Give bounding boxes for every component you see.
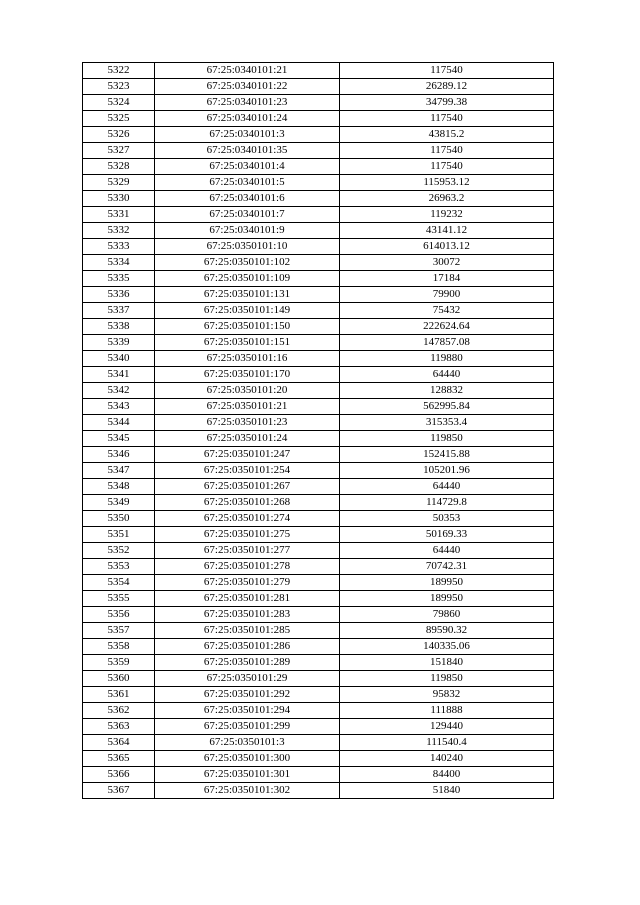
table-row bbox=[83, 351, 554, 367]
cadastral-number-cell: 67:25:0350101:302 bbox=[155, 783, 340, 799]
row-number-cell: 5325 bbox=[83, 111, 155, 127]
table-row bbox=[83, 383, 554, 399]
value-cell: 89590.32 bbox=[340, 623, 554, 639]
value-cell: 111888 bbox=[340, 703, 554, 719]
table-row bbox=[83, 271, 554, 287]
cadastral-number-cell: 67:25:0340101:7 bbox=[155, 207, 340, 223]
value-cell: 119850 bbox=[340, 671, 554, 687]
table-row bbox=[83, 431, 554, 447]
cadastral-number-cell: 67:25:0350101:247 bbox=[155, 447, 340, 463]
value-cell: 50353 bbox=[340, 511, 554, 527]
table-row bbox=[83, 191, 554, 207]
cadastral-number-cell: 67:25:0350101:277 bbox=[155, 543, 340, 559]
table-row bbox=[83, 287, 554, 303]
row-number-cell: 5359 bbox=[83, 655, 155, 671]
row-number-cell: 5331 bbox=[83, 207, 155, 223]
row-number-cell: 5352 bbox=[83, 543, 155, 559]
row-number-cell: 5364 bbox=[83, 735, 155, 751]
value-cell: 147857.08 bbox=[340, 335, 554, 351]
table-row bbox=[83, 239, 554, 255]
row-number-cell: 5353 bbox=[83, 559, 155, 575]
cadastral-number-cell: 67:25:0350101:286 bbox=[155, 639, 340, 655]
value-cell: 562995.84 bbox=[340, 399, 554, 415]
cadastral-number-cell: 67:25:0350101:21 bbox=[155, 399, 340, 415]
row-number-cell: 5348 bbox=[83, 479, 155, 495]
cadastral-number-cell: 67:25:0340101:3 bbox=[155, 127, 340, 143]
table-row bbox=[83, 335, 554, 351]
table-row bbox=[83, 719, 554, 735]
row-number-cell: 5342 bbox=[83, 383, 155, 399]
value-cell: 614013.12 bbox=[340, 239, 554, 255]
row-number-cell: 5336 bbox=[83, 287, 155, 303]
cadastral-number-cell: 67:25:0350101:16 bbox=[155, 351, 340, 367]
row-number-cell: 5338 bbox=[83, 319, 155, 335]
row-number-cell: 5341 bbox=[83, 367, 155, 383]
table-row bbox=[83, 303, 554, 319]
table-row bbox=[83, 687, 554, 703]
row-number-cell: 5344 bbox=[83, 415, 155, 431]
value-cell: 222624.64 bbox=[340, 319, 554, 335]
value-cell: 117540 bbox=[340, 143, 554, 159]
cadastral-number-cell: 67:25:0340101:35 bbox=[155, 143, 340, 159]
cadastral-number-cell: 67:25:0340101:23 bbox=[155, 95, 340, 111]
table-row bbox=[83, 447, 554, 463]
value-cell: 119850 bbox=[340, 431, 554, 447]
row-number-cell: 5360 bbox=[83, 671, 155, 687]
value-cell: 30072 bbox=[340, 255, 554, 271]
value-cell: 43815.2 bbox=[340, 127, 554, 143]
value-cell: 26289.12 bbox=[340, 79, 554, 95]
table-row bbox=[83, 703, 554, 719]
cadastral-number-cell: 67:25:0340101:9 bbox=[155, 223, 340, 239]
value-cell: 51840 bbox=[340, 783, 554, 799]
table-row bbox=[83, 559, 554, 575]
row-number-cell: 5328 bbox=[83, 159, 155, 175]
table-row bbox=[83, 511, 554, 527]
cadastral-number-cell: 67:25:0350101:102 bbox=[155, 255, 340, 271]
table-row bbox=[83, 143, 554, 159]
value-cell: 34799.38 bbox=[340, 95, 554, 111]
cadastral-number-cell: 67:25:0350101:289 bbox=[155, 655, 340, 671]
value-cell: 117540 bbox=[340, 111, 554, 127]
value-cell: 140240 bbox=[340, 751, 554, 767]
cadastral-number-cell: 67:25:0350101:29 bbox=[155, 671, 340, 687]
value-cell: 315353.4 bbox=[340, 415, 554, 431]
table-row bbox=[83, 751, 554, 767]
table-row bbox=[83, 159, 554, 175]
table-row bbox=[83, 95, 554, 111]
value-cell: 128832 bbox=[340, 383, 554, 399]
value-cell: 50169.33 bbox=[340, 527, 554, 543]
table-row bbox=[83, 207, 554, 223]
cadastral-number-cell: 67:25:0340101:6 bbox=[155, 191, 340, 207]
row-number-cell: 5362 bbox=[83, 703, 155, 719]
cadastral-number-cell: 67:25:0350101:151 bbox=[155, 335, 340, 351]
row-number-cell: 5346 bbox=[83, 447, 155, 463]
cadastral-number-cell: 67:25:0350101:275 bbox=[155, 527, 340, 543]
value-cell: 119880 bbox=[340, 351, 554, 367]
row-number-cell: 5333 bbox=[83, 239, 155, 255]
table-row bbox=[83, 591, 554, 607]
cadastral-number-cell: 67:25:0350101:301 bbox=[155, 767, 340, 783]
table-row bbox=[83, 479, 554, 495]
cadastral-number-cell: 67:25:0350101:292 bbox=[155, 687, 340, 703]
table-row bbox=[83, 175, 554, 191]
value-cell: 117540 bbox=[340, 63, 554, 79]
table-row bbox=[83, 623, 554, 639]
cadastral-number-cell: 67:25:0350101:300 bbox=[155, 751, 340, 767]
cadastral-number-cell: 67:25:0350101:267 bbox=[155, 479, 340, 495]
value-cell: 115953.12 bbox=[340, 175, 554, 191]
cadastral-number-cell: 67:25:0350101:24 bbox=[155, 431, 340, 447]
table-row bbox=[83, 111, 554, 127]
cadastral-number-cell: 67:25:0350101:20 bbox=[155, 383, 340, 399]
row-number-cell: 5345 bbox=[83, 431, 155, 447]
row-number-cell: 5340 bbox=[83, 351, 155, 367]
cadastral-number-cell: 67:25:0340101:4 bbox=[155, 159, 340, 175]
table-row bbox=[83, 399, 554, 415]
cadastral-number-cell: 67:25:0350101:10 bbox=[155, 239, 340, 255]
row-number-cell: 5332 bbox=[83, 223, 155, 239]
row-number-cell: 5329 bbox=[83, 175, 155, 191]
cadastral-number-cell: 67:25:0340101:22 bbox=[155, 79, 340, 95]
value-cell: 114729.8 bbox=[340, 495, 554, 511]
row-number-cell: 5366 bbox=[83, 767, 155, 783]
row-number-cell: 5356 bbox=[83, 607, 155, 623]
value-cell: 152415.88 bbox=[340, 447, 554, 463]
cadastral-number-cell: 67:25:0350101:299 bbox=[155, 719, 340, 735]
cadastral-number-cell: 67:25:0350101:254 bbox=[155, 463, 340, 479]
row-number-cell: 5327 bbox=[83, 143, 155, 159]
row-number-cell: 5357 bbox=[83, 623, 155, 639]
cadastral-number-cell: 67:25:0350101:281 bbox=[155, 591, 340, 607]
cadastral-number-cell: 67:25:0350101:109 bbox=[155, 271, 340, 287]
value-cell: 64440 bbox=[340, 479, 554, 495]
table-row bbox=[83, 63, 554, 79]
table-row bbox=[83, 527, 554, 543]
cadastral-number-cell: 67:25:0340101:5 bbox=[155, 175, 340, 191]
value-cell: 119232 bbox=[340, 207, 554, 223]
cadastral-number-cell: 67:25:0350101:283 bbox=[155, 607, 340, 623]
value-cell: 189950 bbox=[340, 591, 554, 607]
cadastral-number-cell: 67:25:0350101:170 bbox=[155, 367, 340, 383]
value-cell: 129440 bbox=[340, 719, 554, 735]
row-number-cell: 5363 bbox=[83, 719, 155, 735]
table-row bbox=[83, 543, 554, 559]
cadastral-number-cell: 67:25:0350101:131 bbox=[155, 287, 340, 303]
cadastral-number-cell: 67:25:0350101:278 bbox=[155, 559, 340, 575]
row-number-cell: 5365 bbox=[83, 751, 155, 767]
cadastral-number-cell: 67:25:0350101:3 bbox=[155, 735, 340, 751]
cadastral-number-cell: 67:25:0340101:24 bbox=[155, 111, 340, 127]
value-cell: 79860 bbox=[340, 607, 554, 623]
table-row bbox=[83, 767, 554, 783]
value-cell: 64440 bbox=[340, 367, 554, 383]
table-row bbox=[83, 655, 554, 671]
cadastral-number-cell: 67:25:0350101:268 bbox=[155, 495, 340, 511]
table-row bbox=[83, 783, 554, 799]
table-row bbox=[83, 495, 554, 511]
value-cell: 84400 bbox=[340, 767, 554, 783]
table-body bbox=[83, 63, 554, 799]
row-number-cell: 5326 bbox=[83, 127, 155, 143]
cadastral-number-cell: 67:25:0350101:23 bbox=[155, 415, 340, 431]
row-number-cell: 5355 bbox=[83, 591, 155, 607]
table-row bbox=[83, 575, 554, 591]
row-number-cell: 5351 bbox=[83, 527, 155, 543]
row-number-cell: 5343 bbox=[83, 399, 155, 415]
table-row bbox=[83, 255, 554, 271]
row-number-cell: 5350 bbox=[83, 511, 155, 527]
value-cell: 26963.2 bbox=[340, 191, 554, 207]
table-row bbox=[83, 415, 554, 431]
table-row bbox=[83, 463, 554, 479]
row-number-cell: 5354 bbox=[83, 575, 155, 591]
cadastral-number-cell: 67:25:0350101:279 bbox=[155, 575, 340, 591]
cadastral-value-table bbox=[82, 62, 554, 799]
value-cell: 70742.31 bbox=[340, 559, 554, 575]
cadastral-number-cell: 67:25:0350101:150 bbox=[155, 319, 340, 335]
value-cell: 17184 bbox=[340, 271, 554, 287]
row-number-cell: 5334 bbox=[83, 255, 155, 271]
table-row bbox=[83, 639, 554, 655]
value-cell: 117540 bbox=[340, 159, 554, 175]
value-cell: 151840 bbox=[340, 655, 554, 671]
value-cell: 79900 bbox=[340, 287, 554, 303]
row-number-cell: 5324 bbox=[83, 95, 155, 111]
value-cell: 111540.4 bbox=[340, 735, 554, 751]
cadastral-number-cell: 67:25:0350101:274 bbox=[155, 511, 340, 527]
row-number-cell: 5349 bbox=[83, 495, 155, 511]
row-number-cell: 5323 bbox=[83, 79, 155, 95]
cadastral-number-cell: 67:25:0340101:21 bbox=[155, 63, 340, 79]
table-row bbox=[83, 319, 554, 335]
value-cell: 43141.12 bbox=[340, 223, 554, 239]
row-number-cell: 5339 bbox=[83, 335, 155, 351]
value-cell: 140335.06 bbox=[340, 639, 554, 655]
value-cell: 105201.96 bbox=[340, 463, 554, 479]
table-row bbox=[83, 607, 554, 623]
row-number-cell: 5367 bbox=[83, 783, 155, 799]
table-row bbox=[83, 671, 554, 687]
row-number-cell: 5322 bbox=[83, 63, 155, 79]
cadastral-number-cell: 67:25:0350101:285 bbox=[155, 623, 340, 639]
table-row bbox=[83, 79, 554, 95]
table-row bbox=[83, 367, 554, 383]
row-number-cell: 5330 bbox=[83, 191, 155, 207]
row-number-cell: 5358 bbox=[83, 639, 155, 655]
row-number-cell: 5347 bbox=[83, 463, 155, 479]
table-row bbox=[83, 223, 554, 239]
row-number-cell: 5335 bbox=[83, 271, 155, 287]
table-row bbox=[83, 127, 554, 143]
cadastral-number-cell: 67:25:0350101:294 bbox=[155, 703, 340, 719]
table-row bbox=[83, 735, 554, 751]
cadastral-number-cell: 67:25:0350101:149 bbox=[155, 303, 340, 319]
value-cell: 95832 bbox=[340, 687, 554, 703]
value-cell: 75432 bbox=[340, 303, 554, 319]
value-cell: 64440 bbox=[340, 543, 554, 559]
row-number-cell: 5337 bbox=[83, 303, 155, 319]
row-number-cell: 5361 bbox=[83, 687, 155, 703]
value-cell: 189950 bbox=[340, 575, 554, 591]
